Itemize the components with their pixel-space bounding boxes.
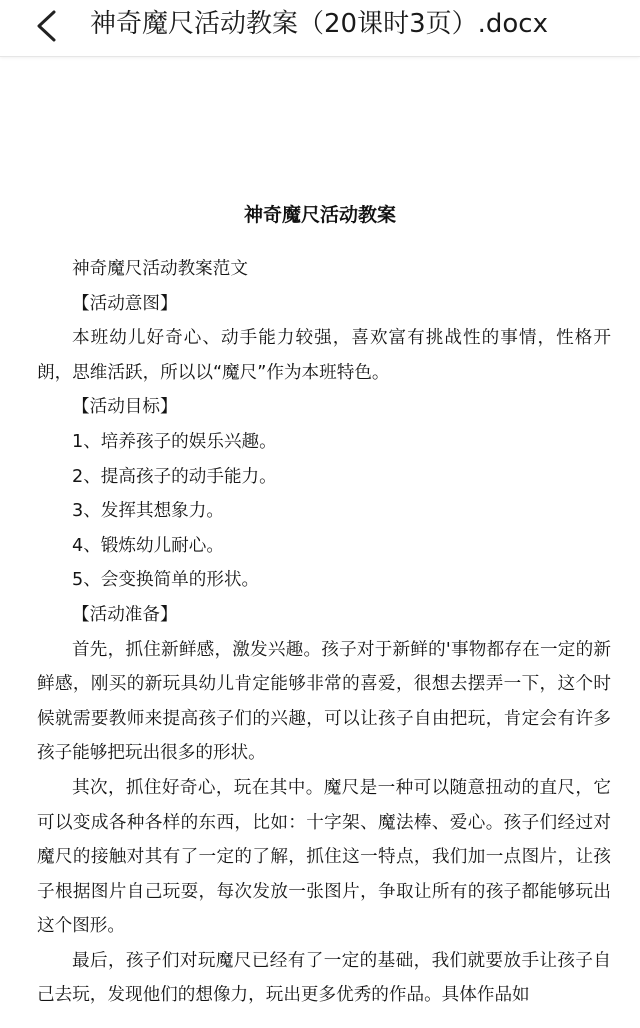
section-heading-preparation: 【活动准备】 [72,604,178,625]
section-heading-intent: 【活动意图】 [72,293,178,314]
paragraph-first: 首先，抓住新鲜感，激发兴趣。孩子对于新鲜的'事物都存在一定的新鲜感，刚买的新玩具幼儿肯定能够非常的喜爱，很想去摆弄一下，这个时候就需要教师来提高孩子们的兴趣，可以让孩子自由把玩，肯定会有许多孩子能够把玩出很多的形状。 [37,639,611,764]
paragraph-last: 最后，孩子们对玩魔尺已经有了一定的基础，我们就要放手让孩子自己去玩，发现他们的想像力，玩出更多优秀的作品。具体作品如 [37,950,611,1006]
goal-item: 4、锻炼幼儿耐心。 [72,535,224,556]
document-heading: 神奇魔尺活动教案 [243,204,396,226]
document-viewer[interactable] [0,56,640,1028]
goal-item: 2、提高孩子的动手能力。 [72,466,277,487]
section-heading-goals: 【活动目标】 [72,397,178,418]
goal-item: 3、发挥其想象力。 [72,501,224,522]
paragraph-subtitle: 神奇魔尺活动教案范文 [72,259,248,279]
goal-item: 5、会变换简单的形状。 [72,570,260,591]
document-title: 神奇魔尺活动教案（20课时3页）.docx [90,9,548,39]
paragraph-intent: 本班幼儿好奇心、动手能力较强，喜欢富有挑战性的事情，性格开朗，思维活跃，所以以“魔尺”作为本班特色。 [37,328,611,383]
top-bar [0,0,640,57]
document-body [37,252,611,1013]
goal-item: 1、培养孩子的娱乐兴趣。 [72,431,277,452]
paragraph-second: 其次，抓住好奇心，玩在其中。魔尺是一种可以随意扭动的直尺，它可以变成各种各样的东西，比如：十字架、魔法棒、爱心。孩子们经过对魔尺的接触对其有了一定的了解，抓住这一特点，我们加一点图片，让孩子根据图片自己玩耍，每次发放一张图片，争取让所有的孩子都能够玩出这个图形。 [37,777,611,937]
back-button[interactable] [22,4,70,48]
chevron-left-icon [34,9,58,43]
